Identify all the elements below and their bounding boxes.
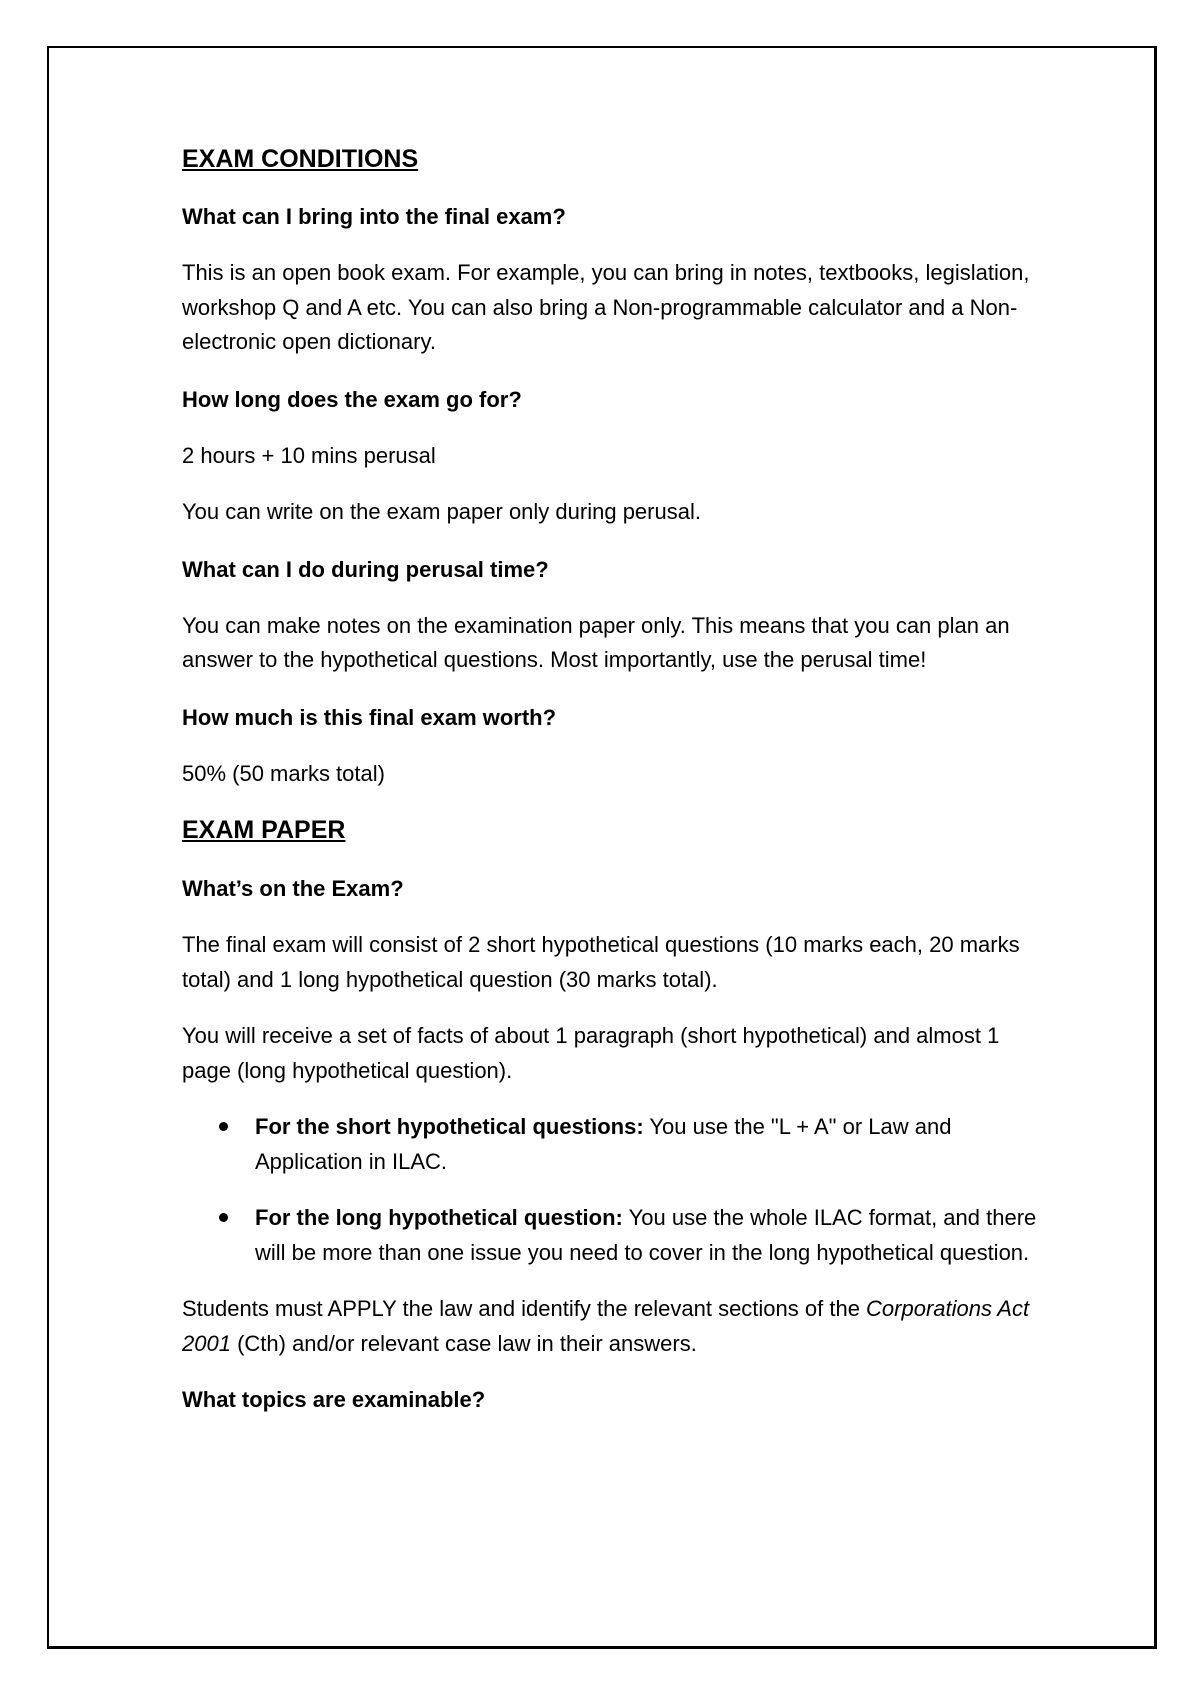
- bullet-text: You use the "L + A" or Law and Application in ILAC.: [255, 1114, 952, 1174]
- answer-perusal: You can make notes on the examination paper only. This means that you can plan an answer to the hypothetical questions. Most importantly, use the perusal time!: [182, 612, 1010, 672]
- bullet-lead: For the long hypothetical question:: [255, 1205, 623, 1230]
- bullet-lead: For the short hypothetical questions:: [255, 1114, 644, 1139]
- paragraph-apply-law: [182, 1292, 1042, 1361]
- bullet-long-hypothetical: [182, 1201, 1042, 1270]
- question-worth: How much is this final exam worth?: [182, 704, 557, 730]
- bullet-list: [182, 1110, 1042, 1270]
- paragraph-facts: You will receive a set of facts of about 1 paragraph (short hypothetical) and almost 1 page (long hypothetical question).: [182, 1023, 1000, 1083]
- apply-law-text: Students must APPLY the law and identify the relevant sections of the: [182, 1296, 867, 1321]
- bullet-icon: [219, 1122, 228, 1131]
- question-topics: What topics are examinable?: [182, 1387, 486, 1412]
- question-bring: What can I bring into the final exam?: [182, 204, 566, 229]
- answer-duration-note: You can write on the exam paper only during perusal.: [182, 499, 701, 524]
- bullet-text: You use the whole ILAC format, and there will be more than one issue you need to cover in the long hypothetical question.: [255, 1205, 1037, 1265]
- bullet-short-hypothetical: [182, 1110, 1042, 1179]
- question-duration: How long does the exam go for?: [182, 386, 522, 412]
- answer-duration: 2 hours + 10 mins perusal: [182, 442, 436, 468]
- bullet-icon: [219, 1213, 228, 1222]
- answer-bring: This is an open book exam. For example, you can bring in notes, textbooks, legislation, workshop Q and A etc. You can also bring a Non-programmable calculator and a Non-electronic open dictionary.: [182, 260, 1030, 354]
- act-title: Corporations Act 2001: [182, 1296, 1030, 1356]
- question-content: What’s on the Exam?: [182, 876, 404, 901]
- document-body: [182, 142, 1042, 1417]
- exam-conditions-heading: EXAM CONDITIONS: [182, 145, 419, 173]
- answer-worth: 50% (50 marks total): [182, 760, 385, 786]
- question-perusal: What can I do during perusal time?: [182, 556, 549, 582]
- paragraph-structure: The final exam will consist of 2 short hypothetical questions (10 marks each, 20 marks total) and 1 long hypothetical question (30 marks total).: [182, 932, 1020, 992]
- apply-law-text-end: (Cth) and/or relevant case law in their answers.: [230, 1330, 697, 1356]
- exam-paper-heading: EXAM PAPER: [182, 816, 346, 844]
